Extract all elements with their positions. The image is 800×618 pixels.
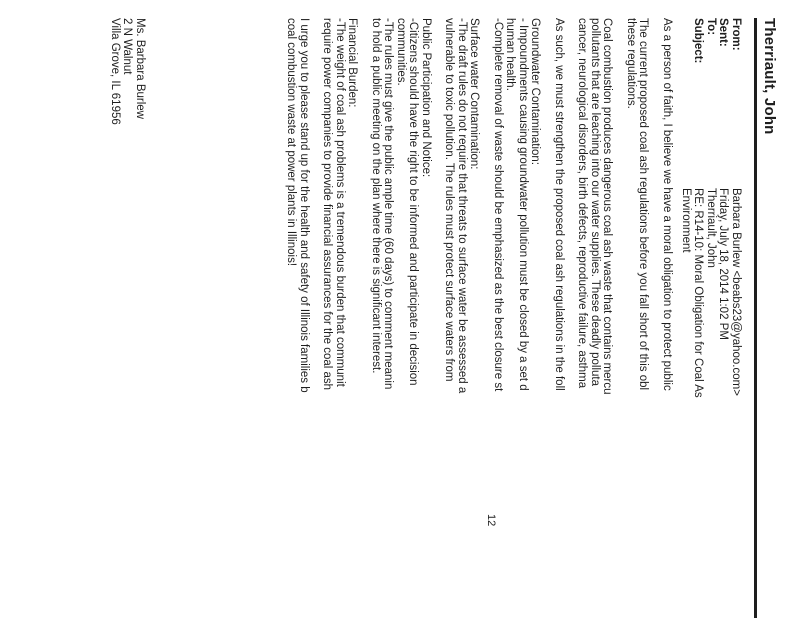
public-participation-line: to hold a public meeting on the plan where there is significant interest. bbox=[370, 18, 382, 374]
paragraph-current-regs-line: these regulations. bbox=[625, 18, 637, 109]
from-label: From: bbox=[730, 18, 742, 51]
public-participation-line: communities. bbox=[395, 18, 407, 86]
title-rule bbox=[754, 18, 757, 618]
to-label: To: bbox=[705, 18, 717, 36]
sent-row bbox=[717, 18, 730, 618]
signature-city: Villa Grove, IL 61956 bbox=[109, 18, 121, 125]
closing-line: coal combustion waste at power plants in Illinois! bbox=[285, 18, 298, 267]
public-participation-line: -The rules must give the public ample time (60 days) to comment meanin bbox=[382, 18, 395, 390]
subject-label: Subject: bbox=[692, 18, 705, 64]
subject-row bbox=[692, 18, 705, 618]
paragraph-combustion-line: Coal combustion produces dangerous coal ash waste that contains mercu bbox=[601, 18, 614, 395]
financial-burden-line: require power companies to provide financial assurances for the coal ash bbox=[321, 18, 334, 391]
groundwater-line: -Complete removal of waste should be emphasized as the best closure st bbox=[492, 18, 504, 392]
closing-line: I urge you to please stand up for the health and safety of Illinois families b bbox=[298, 18, 310, 393]
groundwater-line: - Impoundments causing groundwater pollution must be closed by a set d bbox=[517, 18, 529, 391]
signature-name: Ms. Barbara Burlew bbox=[134, 18, 146, 119]
to-row bbox=[705, 18, 718, 618]
groundwater-line: human health. bbox=[504, 18, 517, 91]
subject-value: RE: R14-10: Moral Obligation for Coal As bbox=[692, 188, 705, 398]
surface-water-line: vulnerable to toxic pollution. The rules must protect surface waters from bbox=[443, 18, 456, 382]
document-title: Therriault, John bbox=[761, 18, 778, 135]
to-value: Therriault, John bbox=[705, 188, 717, 268]
section-heading-public-participation: Public Participation and Notice: bbox=[420, 18, 432, 178]
from-row bbox=[730, 18, 743, 618]
email-header bbox=[680, 18, 743, 618]
section-heading-groundwater: Groundwater Contamination: bbox=[529, 18, 542, 166]
surface-water-line: -The draft rules do not require that threats to surface water be assessed a bbox=[456, 18, 468, 394]
section-heading-financial-burden: Financial Burden: bbox=[346, 18, 359, 108]
paragraph-combustion-line: pollutants that are leaching into our water supplies. These deadly polluta bbox=[589, 18, 601, 387]
page-number: 12 bbox=[485, 514, 497, 527]
public-participation-line: -Citizens should have the right to be informed and participate in decision bbox=[407, 18, 420, 386]
paragraph-current-regs-line: The current proposed coal ash regulations before you fall short of this obl bbox=[637, 18, 650, 391]
sent-value: Friday, July 18, 2014 1:02 PM bbox=[717, 188, 730, 340]
paragraph-combustion-line: cancer, neurological disorders, birth defects, reproductive failure, asthma bbox=[576, 18, 589, 389]
financial-burden-line: -The weight of coal ash problems is a tremendous burden that communit bbox=[334, 18, 346, 387]
from-value: Barbara Burlew <beabs23@yahoo.com> bbox=[730, 188, 742, 396]
paragraph-strengthen: As such, we must strengthen the proposed coal ash regulations in the foll bbox=[553, 18, 565, 391]
signature-street: 2 N Walnut bbox=[121, 18, 134, 75]
signature-block bbox=[109, 18, 147, 125]
section-heading-surface-water: Surface water Contamination: bbox=[468, 18, 481, 170]
paragraph-faith: As a person of faith, I believe we have a moral obligation to protect public bbox=[661, 18, 673, 391]
sent-label: Sent: bbox=[717, 18, 730, 47]
email-body bbox=[285, 18, 673, 618]
subject-value-continued: Environment bbox=[680, 188, 692, 253]
